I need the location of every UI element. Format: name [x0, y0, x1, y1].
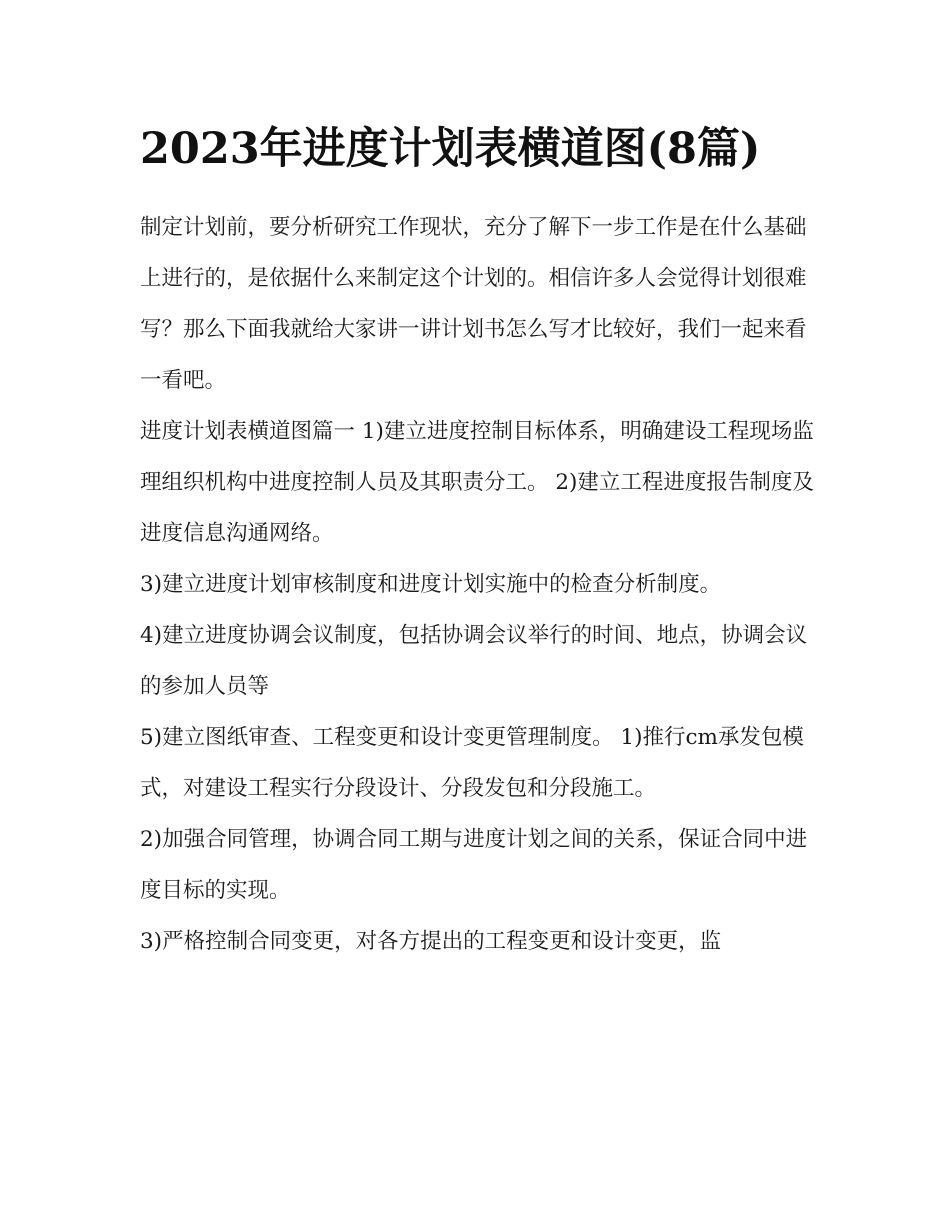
paragraph-item-4: 4)建立进度协调会议制度，包括协调会议举行的时间、地点，协调会议的参加人员等 — [140, 623, 808, 699]
paragraph-item-5: 5)建立图纸审查、工程变更和设计变更管理制度。 1)推行cm承发包模式，对建设工程实行分段设计、分段发包和分段施工。 — [140, 725, 804, 801]
document-page — [140, 118, 816, 967]
document-title: 2023年进度计划表横道图(8篇) — [140, 124, 761, 174]
paragraph-section-one: 进度计划表横道图篇一 1)建立进度控制目标体系，明确建设工程现场监理组织机构中进度控制人员及其职责分工。 2)建立工程进度报告制度及进度信息沟通网络。 — [140, 419, 814, 546]
paragraph-contract-management: 2)加强合同管理，协调合同工期与进度计划之间的关系，保证合同中进度目标的实现。 — [140, 827, 808, 903]
paragraph-intro: 制定计划前，要分析研究工作现状，充分了解下一步工作是在什么基础上进行的，是依据什么来制定这个计划的。相信许多人会觉得计划很难写？那么下面我就给大家讲一讲计划书怎么写才比较好，我们一起来看一看吧。 — [140, 215, 807, 393]
paragraph-change-control: 3)严格控制合同变更，对各方提出的工程变更和设计变更，监 — [140, 929, 722, 954]
paragraph-item-3: 3)建立进度计划审核制度和进度计划实施中的检查分析制度。 — [140, 572, 722, 597]
document-body — [140, 202, 816, 967]
